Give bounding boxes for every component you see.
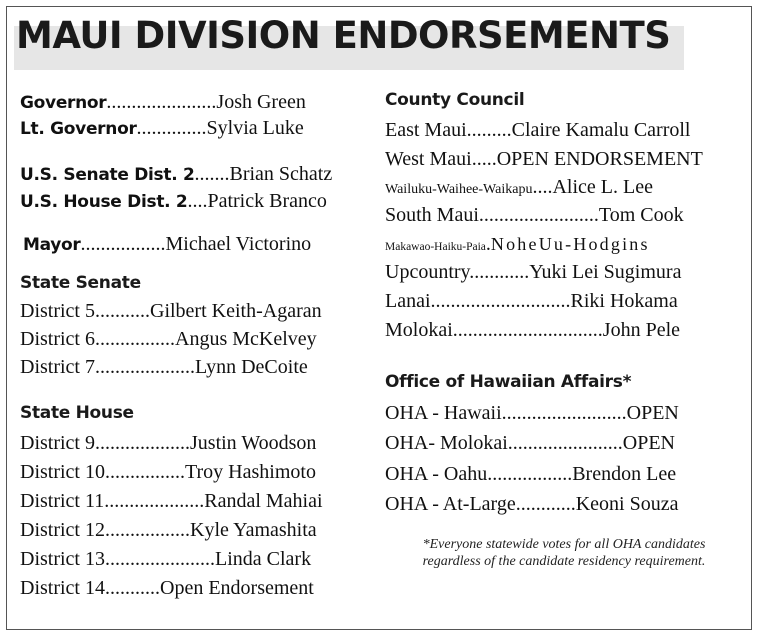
footnote-line: *Everyone statewide votes for all OHA candidates xyxy=(422,537,706,552)
candidate-name: Keoni Souza xyxy=(575,493,679,515)
candidate-name: OPEN xyxy=(626,402,679,424)
leader-dots: ............ xyxy=(515,493,576,515)
area-label: East Maui xyxy=(385,119,467,141)
office-label: U.S. House Dist. 2 xyxy=(20,192,188,212)
office-label: U.S. Senate Dist. 2 xyxy=(20,165,195,185)
candidate-name: Lynn DeCoite xyxy=(195,356,308,378)
governor-row xyxy=(20,88,306,117)
house-district-row xyxy=(20,574,314,602)
candidate-name: Patrick Branco xyxy=(207,190,327,212)
district-label: District 5 xyxy=(20,300,95,322)
leader-dots: ........... xyxy=(105,577,160,599)
house-district-row xyxy=(20,516,317,544)
leader-dots: .............. xyxy=(136,117,207,139)
leader-dots: .... xyxy=(532,176,553,198)
council-row xyxy=(385,173,653,204)
candidate-name: Troy Hashimoto xyxy=(185,461,316,483)
mayor-row xyxy=(23,230,311,259)
office-label: Lt. Governor xyxy=(20,119,137,139)
candidate-name: OPEN xyxy=(622,432,675,454)
area-label: Wailuku-Waihee-Waikapu xyxy=(385,182,533,197)
leader-dots: ....................... xyxy=(507,432,623,454)
office-label: Governor xyxy=(20,93,107,113)
oha-heading: Office of Hawaiian Affairs* xyxy=(385,372,632,392)
area-label: West Maui xyxy=(385,148,472,170)
candidate-name: Yuki Lei Sugimura xyxy=(529,261,682,283)
state-senate-heading: State Senate xyxy=(20,273,141,293)
candidate-name: OPEN ENDORSEMENT xyxy=(496,148,703,170)
leader-dots: ......... xyxy=(466,119,512,141)
county-council-heading: County Council xyxy=(385,90,525,110)
leader-dots: ............................ xyxy=(430,290,571,312)
house-district-row xyxy=(20,545,311,573)
candidate-name: Kyle Yamashita xyxy=(190,519,317,541)
oha-row xyxy=(385,490,678,518)
leader-dots: ................. xyxy=(80,233,166,255)
candidate-name: Sylvia Luke xyxy=(206,117,304,139)
leader-dots: .................... xyxy=(104,490,205,512)
us-senate-row xyxy=(20,160,332,189)
footnote-line: regardless of the candidate residency requirement. xyxy=(422,554,706,569)
council-row xyxy=(385,201,684,229)
us-house-row xyxy=(20,187,327,216)
seat-label: OHA - Hawaii xyxy=(385,402,502,424)
council-row xyxy=(385,258,681,286)
leader-dots: ......................... xyxy=(501,402,627,424)
district-label: District 13 xyxy=(20,548,105,570)
council-row xyxy=(385,116,690,144)
seat-label: OHA- Molokai xyxy=(385,432,508,454)
leader-dots: ................ xyxy=(95,328,175,350)
candidate-name: Open Endorsement xyxy=(160,577,314,599)
candidate-name: Linda Clark xyxy=(215,548,312,570)
district-label: District 6 xyxy=(20,328,95,350)
council-row xyxy=(385,287,678,315)
district-label: District 12 xyxy=(20,519,105,541)
oha-row xyxy=(385,399,679,427)
leader-dots: ...................... xyxy=(105,548,215,570)
leader-dots: ................. xyxy=(105,519,190,541)
candidate-name: Claire Kamalu Carroll xyxy=(511,119,691,141)
area-label: Upcountry xyxy=(385,261,470,283)
candidate-name: Tom Cook xyxy=(598,204,684,226)
candidate-name: Josh Green xyxy=(216,91,306,113)
oha-row xyxy=(385,429,675,457)
area-label: Molokai xyxy=(385,319,453,341)
house-district-row xyxy=(20,458,316,486)
leader-dots: ................ xyxy=(105,461,185,483)
leader-dots: ................... xyxy=(95,432,190,454)
lt-governor-row xyxy=(20,114,304,143)
candidate-name: Riki Hokama xyxy=(570,290,678,312)
seat-label: OHA - Oahu xyxy=(385,463,488,485)
candidate-name: NoheUu-Hodgins xyxy=(490,234,650,254)
office-label: Mayor xyxy=(23,235,81,255)
candidate-name: John Pele xyxy=(602,319,680,341)
leader-dots: ..... xyxy=(471,148,497,170)
state-house-heading: State House xyxy=(20,403,134,423)
candidate-name: Gilbert Keith-Agaran xyxy=(150,300,322,322)
leader-dots: ........... xyxy=(95,300,150,322)
leader-dots: ....... xyxy=(194,163,230,185)
council-row xyxy=(385,230,650,261)
senate-district-row xyxy=(20,297,322,325)
house-district-row xyxy=(20,429,316,457)
oha-row xyxy=(385,460,676,488)
district-label: District 11 xyxy=(20,490,105,512)
leader-dots: ................. xyxy=(487,463,573,485)
seat-label: OHA - At-Large xyxy=(385,493,516,515)
leader-dots: ...................... xyxy=(106,91,217,113)
candidate-name: Angus McKelvey xyxy=(175,328,317,350)
leader-dots: .................... xyxy=(95,356,195,378)
leader-dots: .... xyxy=(187,190,208,212)
page-title: MAUI DIVISION ENDORSEMENTS xyxy=(16,14,671,57)
area-label: South Maui xyxy=(385,204,479,226)
leader-dots: ............ xyxy=(469,261,530,283)
candidate-name: Michael Victorino xyxy=(165,233,312,255)
area-label: Lanai xyxy=(385,290,431,312)
district-label: District 14 xyxy=(20,577,105,599)
area-label: Makawao-Haiku-Paia xyxy=(385,241,486,253)
district-label: District 7 xyxy=(20,356,95,378)
leader-dots: . xyxy=(485,233,491,255)
leader-dots: ........................ xyxy=(478,204,599,226)
council-row xyxy=(385,316,680,344)
senate-district-row xyxy=(20,353,308,381)
district-label: District 10 xyxy=(20,461,105,483)
council-row xyxy=(385,145,703,173)
oha-footnote xyxy=(388,536,740,570)
house-district-row xyxy=(20,487,323,515)
senate-district-row xyxy=(20,325,317,353)
candidate-name: Alice L. Lee xyxy=(552,176,653,198)
candidate-name: Brian Schatz xyxy=(229,163,333,185)
district-label: District 9 xyxy=(20,432,95,454)
leader-dots: .............................. xyxy=(452,319,603,341)
candidate-name: Justin Woodson xyxy=(190,432,317,454)
candidate-name: Brendon Lee xyxy=(572,463,677,485)
candidate-name: Randal Mahiai xyxy=(204,490,323,512)
